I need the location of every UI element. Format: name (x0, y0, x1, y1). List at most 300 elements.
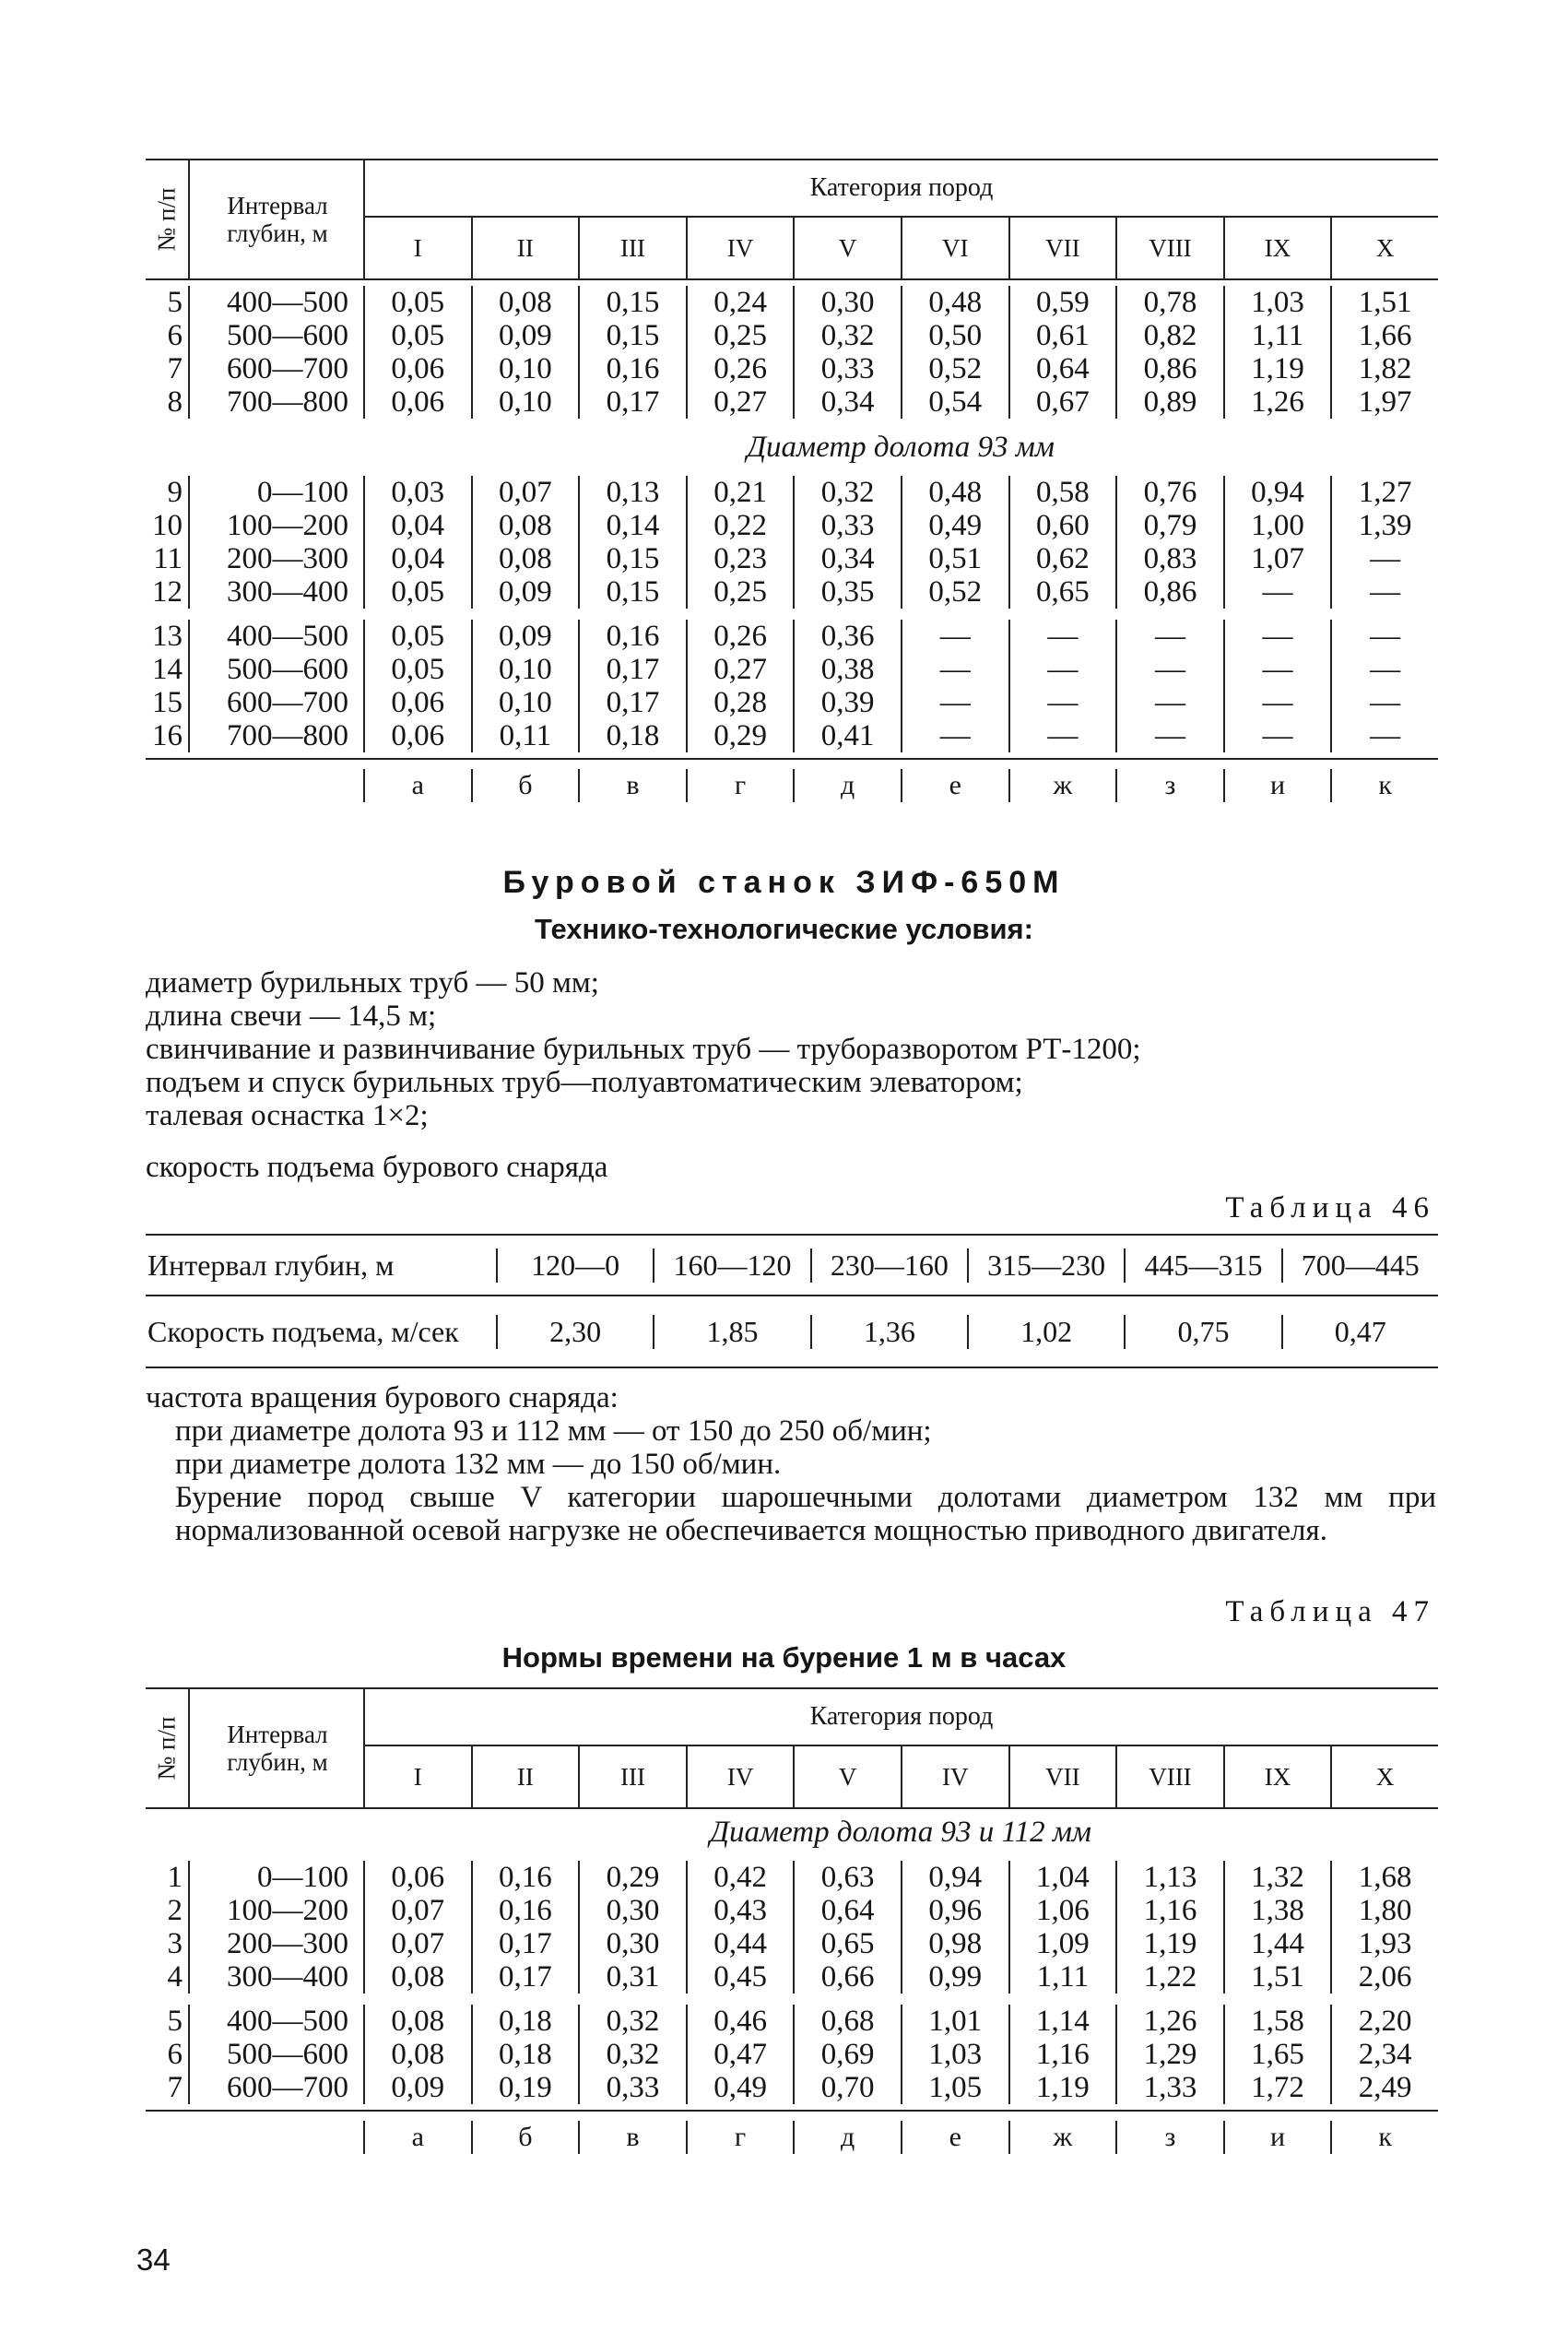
time-norm-cell: 0,30 (578, 1927, 686, 1960)
time-norm-cell: 0,32 (578, 2005, 686, 2038)
time-norm-cell: 0,32 (793, 476, 901, 509)
column-letter: к (1330, 2121, 1438, 2154)
time-norm-cell: 1,29 (1115, 2038, 1223, 2071)
time-norm-cell: 0,49 (901, 509, 1008, 542)
time-norm-cell: 0,33 (793, 509, 901, 542)
depth-interval: 200—300 (188, 542, 363, 575)
time-norm-cell: 0,83 (1115, 542, 1223, 575)
row-group (146, 614, 1438, 758)
depth-interval: 500—600 (188, 653, 363, 686)
time-norm-cell: 0,25 (686, 575, 794, 609)
depth-interval: 100—200 (188, 1894, 363, 1927)
column-letter: в (578, 769, 686, 802)
row-number-header: № п/п (152, 1716, 181, 1781)
time-norm-cell: 0,49 (686, 2071, 794, 2104)
time-norm-cell: 0,48 (901, 286, 1008, 319)
row-group (146, 1999, 1438, 2110)
time-norm-cell: 0,24 (686, 286, 794, 319)
column-letter: е (901, 2121, 1008, 2154)
category-column-header: VII (1008, 1746, 1116, 1807)
time-norm-cell: 1,51 (1330, 286, 1438, 319)
norm-table-continued (146, 159, 1438, 811)
time-norm-cell: 0,04 (363, 542, 471, 575)
time-norm-cell: 0,52 (901, 352, 1008, 385)
category-column-header: VI (901, 218, 1008, 278)
time-norm-cell: 0,96 (901, 1894, 1008, 1927)
time-norm-cell: 0,18 (578, 719, 686, 752)
table-row (146, 476, 1438, 509)
speed-cell: 1,36 (810, 1315, 967, 1349)
column-letters (146, 2110, 1438, 2163)
time-norm-cell: — (1008, 653, 1116, 686)
table-row (146, 1894, 1438, 1927)
time-norm-cell: 0,50 (901, 319, 1008, 352)
interval-header: Интервал глубин, м (188, 1689, 365, 1807)
time-norm-cell: 0,08 (471, 542, 579, 575)
time-norm-cell: 1,16 (1008, 2038, 1116, 2071)
time-norm-cell: 0,09 (471, 620, 579, 653)
depth-interval: 0—100 (188, 1861, 363, 1894)
time-norm-cell: 1,66 (1330, 319, 1438, 352)
column-letter: д (793, 2121, 901, 2154)
time-norm-cell: 1,58 (1223, 2005, 1331, 2038)
table-row (146, 319, 1438, 352)
time-norm-cell: 0,62 (1008, 542, 1116, 575)
time-norm-cell: — (901, 653, 1008, 686)
time-norm-cell: 0,68 (793, 2005, 901, 2038)
time-norm-cell: 0,33 (793, 352, 901, 385)
speed-cell: 0,75 (1124, 1315, 1280, 1349)
time-norm-cell: — (1008, 719, 1116, 752)
table-row (146, 719, 1438, 752)
time-norm-cell: 1,38 (1223, 1894, 1331, 1927)
time-norm-cell: 0,10 (471, 653, 579, 686)
time-norm-cell: 0,52 (901, 575, 1008, 609)
category-column-header: IV (686, 218, 794, 278)
time-norm-cell: 1,22 (1115, 1960, 1223, 1994)
table-row (146, 2038, 1438, 2071)
table-header (146, 1687, 1438, 1809)
row-number: 3 (167, 1927, 183, 1960)
column-letter: з (1115, 769, 1223, 802)
column-letter: а (363, 769, 471, 802)
interval-cell: 315—230 (967, 1248, 1124, 1283)
category-column-header: X (1330, 218, 1438, 278)
time-norm-cell: 1,06 (1008, 1894, 1116, 1927)
time-norm-cell: 0,08 (471, 509, 579, 542)
column-letter: б (471, 2121, 579, 2154)
time-norm-cell: 0,59 (1008, 286, 1116, 319)
interval-cell: 230—160 (810, 1248, 967, 1283)
row-group (146, 470, 1438, 614)
depth-interval: 600—700 (188, 686, 363, 719)
table-47-title: Нормы времени на бурение 1 м в часах (501, 1641, 1067, 1674)
column-letter: з (1115, 2121, 1223, 2154)
time-norm-cell: 0,18 (471, 2005, 579, 2038)
time-norm-cell: 1,11 (1223, 319, 1331, 352)
time-norm-cell: — (1330, 620, 1438, 653)
time-norm-cell: 0,10 (471, 385, 579, 419)
table-row (146, 385, 1438, 419)
table-row (146, 1960, 1438, 1994)
table-row (146, 575, 1438, 609)
speed-cell: 1,85 (653, 1315, 809, 1349)
condition-line: талевая оснастка 1×2; (146, 1099, 429, 1132)
interval-cell: 160—120 (653, 1248, 809, 1283)
time-norm-cell: 1,03 (1223, 286, 1331, 319)
row-number-header: № п/п (152, 187, 181, 252)
time-norm-cell: 0,60 (1008, 509, 1116, 542)
table-row (146, 352, 1438, 385)
interval-header: Интервал глубин, м (188, 160, 365, 278)
time-norm-cell: 0,98 (901, 1927, 1008, 1960)
time-norm-cell: 0,61 (1008, 319, 1116, 352)
time-norm-cell: 0,06 (363, 719, 471, 752)
time-norm-cell: 0,16 (578, 620, 686, 653)
row-number: 4 (167, 1960, 183, 1994)
category-column-header: IX (1223, 218, 1331, 278)
time-norm-cell: 1,72 (1223, 2071, 1331, 2104)
time-norm-cell: 0,30 (578, 1894, 686, 1927)
time-norm-cell: 1,00 (1223, 509, 1331, 542)
row-number: 5 (167, 286, 183, 319)
bit-diameter-subtitle: Диаметр долота 93 мм (747, 431, 1055, 464)
depth-interval: 700—800 (188, 719, 363, 752)
time-norm-cell: 1,03 (901, 2038, 1008, 2071)
time-norm-cell: 1,09 (1008, 1927, 1116, 1960)
time-norm-cell: 0,65 (1008, 575, 1116, 609)
time-norm-cell: — (1223, 686, 1331, 719)
section-subtitle: Технико-технологические условия: (535, 913, 1033, 945)
row-number: 7 (167, 2071, 183, 2104)
time-norm-cell: 0,69 (793, 2038, 901, 2071)
table-row (146, 1927, 1438, 1960)
table-row (146, 542, 1438, 575)
time-norm-cell: 0,08 (363, 1960, 471, 1994)
time-norm-cell: 0,94 (901, 1861, 1008, 1894)
time-norm-cell: 0,05 (363, 575, 471, 609)
table-header (146, 159, 1438, 280)
time-norm-cell: 1,16 (1115, 1894, 1223, 1927)
depth-interval: 100—200 (188, 509, 363, 542)
time-norm-cell: 0,86 (1115, 352, 1223, 385)
time-norm-cell: 1,32 (1223, 1861, 1331, 1894)
interval-cell: 445—315 (1124, 1248, 1280, 1283)
category-column-header: II (471, 1746, 579, 1807)
time-norm-cell: 0,09 (471, 575, 579, 609)
time-norm-cell: 0,32 (793, 319, 901, 352)
time-norm-cell: 0,17 (471, 1927, 579, 1960)
time-norm-cell: 0,65 (793, 1927, 901, 1960)
table-row (146, 2071, 1438, 2104)
time-norm-cell: 0,29 (578, 1861, 686, 1894)
time-norm-cell: 0,25 (686, 319, 794, 352)
row-number: 9 (167, 476, 183, 509)
speed-cell: 2,30 (496, 1315, 653, 1349)
time-norm-cell: 0,17 (578, 653, 686, 686)
time-norm-cell: 0,27 (686, 653, 794, 686)
time-norm-cell: 0,15 (578, 575, 686, 609)
time-norm-cell: 0,27 (686, 385, 794, 419)
time-norm-cell: 0,15 (578, 542, 686, 575)
time-norm-cell: 0,47 (686, 2038, 794, 2071)
condition-line: диаметр бурильных труб — 50 мм; (146, 966, 599, 1000)
category-column-header: V (793, 1746, 901, 1807)
column-letter: г (686, 2121, 794, 2154)
interval-row-label: Интервал глубин, м (147, 1248, 395, 1282)
condition-line: подъем и спуск бурильных труб—полуавтоматическим элеватором; (146, 1066, 1023, 1099)
table-row (146, 2005, 1438, 2038)
rotation-note: Бурение пород свыше V категории шарошечными долотами диаметром 132 мм при нормализованной осевой нагрузке не обеспечивается мощностью приводного двигателя. (175, 1481, 1436, 1547)
norm-table-47 (146, 1687, 1438, 2163)
column-letter: ж (1008, 2121, 1116, 2154)
time-norm-cell: — (1008, 686, 1116, 719)
time-norm-cell: 1,27 (1330, 476, 1438, 509)
time-norm-cell: 0,32 (578, 2038, 686, 2071)
time-norm-cell: 0,66 (793, 1960, 901, 1994)
condition-line: длина свечи — 14,5 м; (146, 1000, 437, 1033)
time-norm-cell: 2,49 (1330, 2071, 1438, 2104)
row-number: 6 (167, 319, 183, 352)
row-number: 14 (152, 653, 183, 686)
time-norm-cell: 0,29 (686, 719, 794, 752)
time-norm-cell: 0,64 (793, 1894, 901, 1927)
depth-interval: 300—400 (188, 1960, 363, 1994)
time-norm-cell: 1,82 (1330, 352, 1438, 385)
depth-interval: 600—700 (188, 352, 363, 385)
time-norm-cell: 0,89 (1115, 385, 1223, 419)
row-number: 8 (167, 385, 183, 419)
time-norm-cell: 1,44 (1223, 1927, 1331, 1960)
time-norm-cell: 0,42 (686, 1861, 794, 1894)
time-norm-cell: — (1223, 653, 1331, 686)
table-row (146, 653, 1438, 686)
time-norm-cell: — (901, 719, 1008, 752)
category-header: Категория пород (363, 1689, 1438, 1746)
time-norm-cell: 0,64 (1008, 352, 1116, 385)
time-norm-cell: 0,09 (471, 319, 579, 352)
time-norm-cell: 0,33 (578, 2071, 686, 2104)
time-norm-cell: 1,19 (1115, 1927, 1223, 1960)
row-number: 13 (152, 620, 183, 653)
category-column-header: IV (901, 1746, 1008, 1807)
time-norm-cell: 0,17 (471, 1960, 579, 1994)
time-norm-cell: — (1330, 575, 1438, 609)
time-norm-cell: 0,11 (471, 719, 579, 752)
depth-interval: 400—500 (188, 620, 363, 653)
time-norm-cell: 0,08 (363, 2038, 471, 2071)
time-norm-cell: 0,15 (578, 319, 686, 352)
time-norm-cell: 0,86 (1115, 575, 1223, 609)
speed-table-intervals-row (146, 1236, 1438, 1296)
table-body (146, 1809, 1438, 2110)
row-number: 10 (152, 509, 183, 542)
time-norm-cell: 0,99 (901, 1960, 1008, 1994)
row-number: 15 (152, 686, 183, 719)
column-letter: а (363, 2121, 471, 2154)
time-norm-cell: 0,26 (686, 352, 794, 385)
time-norm-cell: 0,17 (578, 686, 686, 719)
time-norm-cell: 0,51 (901, 542, 1008, 575)
time-norm-cell: 0,03 (363, 476, 471, 509)
time-norm-cell: 0,78 (1115, 286, 1223, 319)
time-norm-cell: 0,16 (578, 352, 686, 385)
time-norm-cell: 0,46 (686, 2005, 794, 2038)
category-column-header: V (793, 218, 901, 278)
time-norm-cell: 0,09 (363, 2071, 471, 2104)
depth-interval: 0—100 (188, 476, 363, 509)
row-number: 11 (153, 542, 183, 575)
time-norm-cell: — (1330, 542, 1438, 575)
row-number: 16 (152, 719, 183, 752)
interval-cell: 120—0 (496, 1248, 653, 1283)
category-columns (363, 1746, 1438, 1807)
time-norm-cell: 0,06 (363, 352, 471, 385)
time-norm-cell: 2,06 (1330, 1960, 1438, 1994)
depth-interval: 500—600 (188, 2038, 363, 2071)
time-norm-cell: 0,17 (578, 385, 686, 419)
category-column-header: I (363, 218, 471, 278)
time-norm-cell: 0,58 (1008, 476, 1116, 509)
page-number: 34 (136, 2242, 171, 2277)
depth-interval: 700—800 (188, 385, 363, 419)
time-norm-cell: 0,79 (1115, 509, 1223, 542)
time-norm-cell: 1,14 (1008, 2005, 1116, 2038)
time-norm-cell: 0,30 (793, 286, 901, 319)
time-norm-cell: — (901, 686, 1008, 719)
time-norm-cell: 1,26 (1223, 385, 1331, 419)
time-norm-cell: — (1223, 719, 1331, 752)
time-norm-cell: 0,38 (793, 653, 901, 686)
time-norm-cell: 0,34 (793, 542, 901, 575)
condition-line: свинчивание и развинчивание бурильных труб — труборазворотом РТ-1200; (146, 1033, 1141, 1066)
category-column-header: I (363, 1746, 471, 1807)
row-group (146, 280, 1438, 424)
time-norm-cell: 0,10 (471, 686, 579, 719)
time-norm-cell: 0,44 (686, 1927, 794, 1960)
depth-interval: 600—700 (188, 2071, 363, 2104)
table-row (146, 1861, 1438, 1894)
time-norm-cell: 0,06 (363, 385, 471, 419)
time-norm-cell: — (1115, 653, 1223, 686)
row-number: 12 (152, 575, 183, 609)
time-norm-cell: 0,63 (793, 1861, 901, 1894)
column-letter: е (901, 769, 1008, 802)
speed-row-label: Скорость подъема, м/сек (147, 1315, 459, 1348)
time-norm-cell: 0,45 (686, 1960, 794, 1994)
category-column-header: VII (1008, 218, 1116, 278)
time-norm-cell: 0,26 (686, 620, 794, 653)
time-norm-cell: 0,82 (1115, 319, 1223, 352)
category-column-header: VIII (1115, 218, 1223, 278)
time-norm-cell: 0,94 (1223, 476, 1331, 509)
depth-interval: 500—600 (188, 319, 363, 352)
time-norm-cell: 1,65 (1223, 2038, 1331, 2071)
time-norm-cell: 0,23 (686, 542, 794, 575)
time-norm-cell: — (1223, 575, 1331, 609)
time-norm-cell: — (1115, 620, 1223, 653)
time-norm-cell: 0,39 (793, 686, 901, 719)
speed-table (146, 1234, 1438, 1368)
time-norm-cell: 0,15 (578, 286, 686, 319)
time-norm-cell: 1,26 (1115, 2005, 1223, 2038)
column-letters (146, 758, 1438, 811)
time-norm-cell: 0,06 (363, 1861, 471, 1894)
rotation-block (146, 1381, 1436, 1547)
table-row (146, 620, 1438, 653)
table-47-label: Таблица 47 (1225, 1595, 1435, 1628)
rotation-line: при диаметре долота 93 и 112 мм — от 150 до 250 об/мин; (175, 1414, 932, 1448)
time-norm-cell: 0,08 (471, 286, 579, 319)
time-norm-cell: 1,97 (1330, 385, 1438, 419)
column-letter: б (471, 769, 579, 802)
category-column-header: III (578, 1746, 686, 1807)
time-norm-cell: 0,54 (901, 385, 1008, 419)
time-norm-cell: 0,07 (363, 1927, 471, 1960)
time-norm-cell: 0,48 (901, 476, 1008, 509)
time-norm-cell: 0,16 (471, 1894, 579, 1927)
time-norm-cell: 0,10 (471, 352, 579, 385)
category-column-header: III (578, 218, 686, 278)
time-norm-cell: 0,05 (363, 653, 471, 686)
time-norm-cell: 0,36 (793, 620, 901, 653)
time-norm-cell: 1,68 (1330, 1861, 1438, 1894)
time-norm-cell: 1,11 (1008, 1960, 1116, 1994)
time-norm-cell: — (1330, 653, 1438, 686)
time-norm-cell: 0,05 (363, 319, 471, 352)
time-norm-cell: 0,13 (578, 476, 686, 509)
column-letter: в (578, 2121, 686, 2154)
category-header: Категория пород (363, 160, 1438, 218)
time-norm-cell: — (1330, 686, 1438, 719)
time-norm-cell: 1,01 (901, 2005, 1008, 2038)
time-norm-cell: 1,04 (1008, 1861, 1116, 1894)
depth-interval: 400—500 (188, 286, 363, 319)
category-columns (363, 218, 1438, 278)
time-norm-cell: 0,18 (471, 2038, 579, 2071)
time-norm-cell: 0,21 (686, 476, 794, 509)
time-norm-cell: 0,67 (1008, 385, 1116, 419)
time-norm-cell: 2,34 (1330, 2038, 1438, 2071)
time-norm-cell: — (1115, 686, 1223, 719)
time-norm-cell: — (1330, 719, 1438, 752)
time-norm-cell: 0,04 (363, 509, 471, 542)
time-norm-cell: 1,80 (1330, 1894, 1438, 1927)
time-norm-cell: 0,08 (363, 2005, 471, 2038)
row-number: 1 (167, 1861, 183, 1894)
time-norm-cell: 0,41 (793, 719, 901, 752)
time-norm-cell: 0,35 (793, 575, 901, 609)
speed-cell: 0,47 (1281, 1315, 1438, 1349)
time-norm-cell: 0,16 (471, 1861, 579, 1894)
row-number: 5 (167, 2005, 183, 2038)
time-norm-cell: 0,06 (363, 686, 471, 719)
time-norm-cell: 1,19 (1223, 352, 1331, 385)
row-number: 7 (167, 352, 183, 385)
time-norm-cell: 0,14 (578, 509, 686, 542)
time-norm-cell: 0,28 (686, 686, 794, 719)
time-norm-cell: — (1115, 719, 1223, 752)
time-norm-cell: — (1223, 620, 1331, 653)
rotation-line: при диаметре долота 132 мм — до 150 об/мин. (175, 1448, 782, 1481)
column-letter: и (1223, 769, 1331, 802)
speed-table-speeds-row (146, 1296, 1438, 1367)
depth-interval: 200—300 (188, 1927, 363, 1960)
time-norm-cell: 0,76 (1115, 476, 1223, 509)
table-row (146, 686, 1438, 719)
table-46-label: Таблица 46 (1225, 1191, 1435, 1225)
speed-cell: 1,02 (967, 1315, 1124, 1349)
